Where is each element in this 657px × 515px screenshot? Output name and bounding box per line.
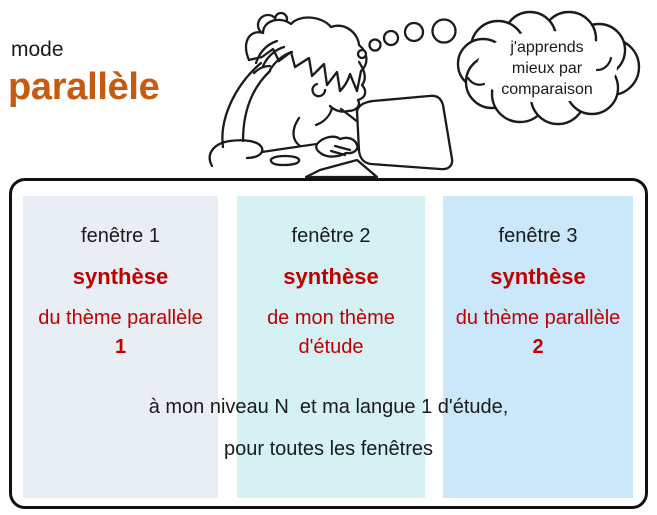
mode-label: mode bbox=[11, 38, 64, 61]
parallel-windows-panel bbox=[9, 178, 648, 509]
thought-trail bbox=[358, 20, 456, 59]
thought-bubble-line: comparaison bbox=[501, 81, 593, 99]
page-title: parallèle bbox=[8, 66, 160, 108]
window-title: fenêtre 2 bbox=[291, 225, 371, 247]
window-desc: du thème parallèle bbox=[455, 307, 621, 330]
thought-bubble-line: mieux par bbox=[511, 60, 583, 78]
panel-footer bbox=[12, 395, 645, 461]
person-head-and-hands bbox=[246, 13, 366, 157]
window-title: fenêtre 3 bbox=[498, 225, 578, 247]
window-text-block bbox=[38, 248, 203, 359]
footer-note-line2: pour toutes les fenêtres bbox=[223, 438, 433, 460]
window-keyword: synthèse bbox=[490, 264, 586, 289]
window-tail: 2 bbox=[532, 336, 544, 359]
window-desc: du thème parallèle bbox=[38, 307, 203, 330]
window-text-block bbox=[267, 248, 395, 359]
window-desc: de mon thème bbox=[267, 307, 395, 330]
window-text-block bbox=[456, 248, 621, 359]
thought-bubble-line: j'apprends bbox=[510, 39, 584, 56]
window-title: fenêtre 1 bbox=[81, 225, 160, 247]
window-keyword: synthèse bbox=[72, 264, 169, 289]
window-tail: d'étude bbox=[298, 336, 364, 359]
thought-bubble-text bbox=[470, 37, 624, 100]
window-keyword: synthèse bbox=[283, 264, 379, 289]
window-tail: 1 bbox=[114, 336, 127, 359]
footer-note-line1: à mon niveau N et ma langue 1 d'étude, bbox=[148, 396, 509, 418]
